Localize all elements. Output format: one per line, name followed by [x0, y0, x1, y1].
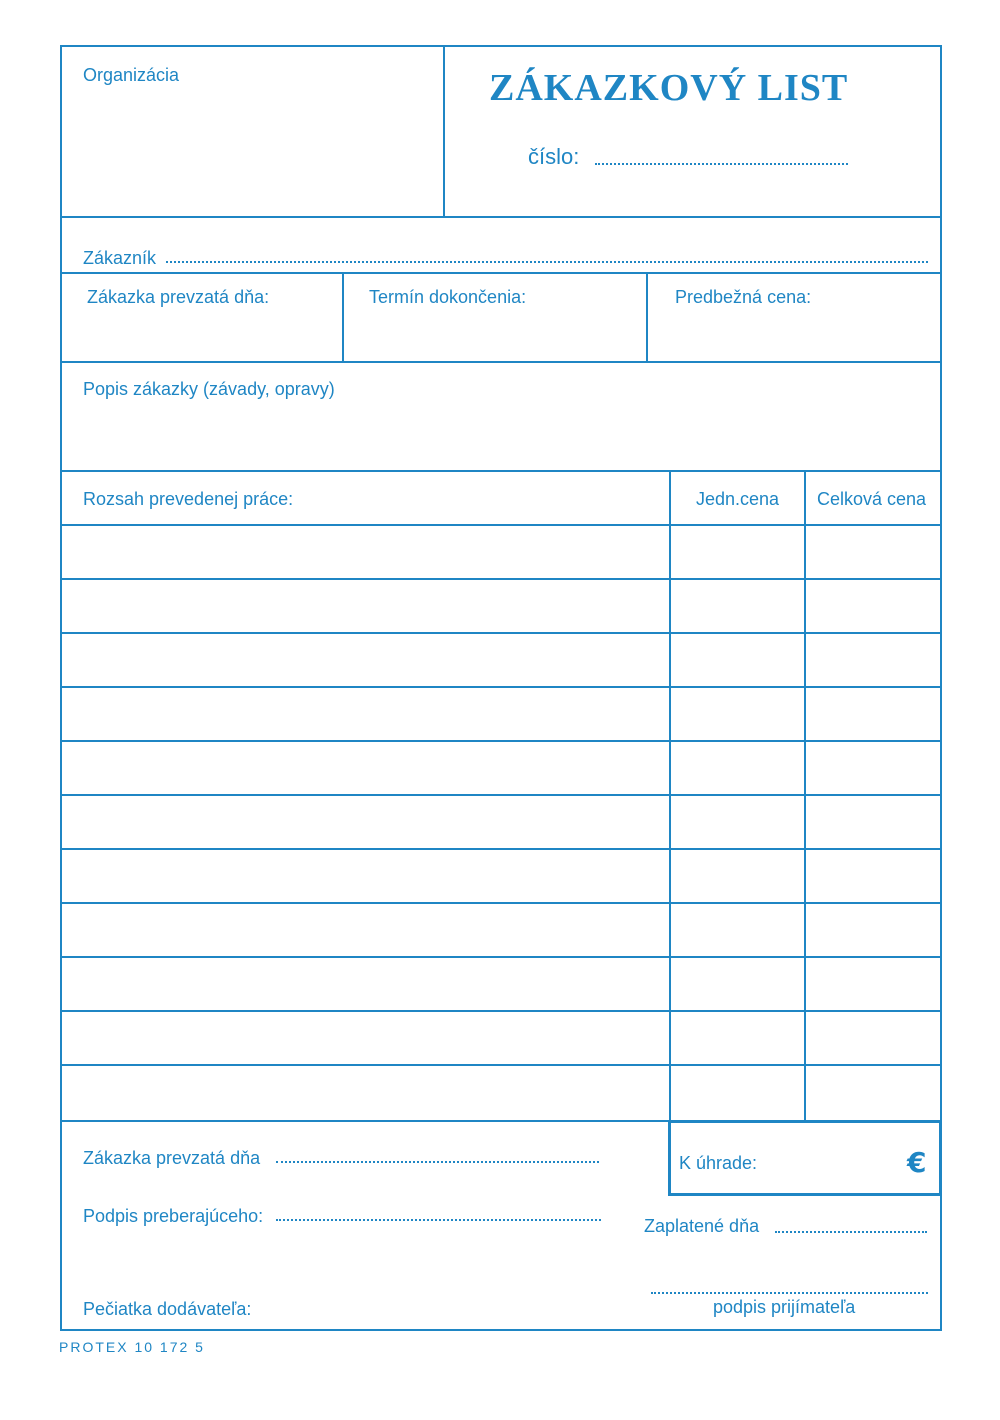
work-scope-cell[interactable]	[62, 634, 669, 686]
table-row	[62, 1066, 942, 1120]
header-divider	[443, 47, 445, 217]
table-row	[62, 526, 942, 580]
bottom-received-label: Zákazka prevzatá dňa	[83, 1148, 261, 1168]
total-price-cell[interactable]	[806, 634, 942, 686]
work-scope-cell[interactable]	[62, 526, 669, 578]
completion-date-field[interactable]	[344, 274, 646, 361]
table-row	[62, 634, 942, 688]
unit-price-cell[interactable]	[671, 1012, 804, 1064]
work-scope-cell[interactable]	[62, 796, 669, 848]
unit-price-cell[interactable]	[671, 850, 804, 902]
table-row	[62, 688, 942, 742]
header-bottom-line	[62, 216, 942, 218]
amount-due-label: K úhrade:	[679, 1153, 758, 1173]
supplier-stamp-label: Pečiatka dodávateľa:	[83, 1299, 252, 1319]
unit-price-cell[interactable]	[671, 580, 804, 632]
work-scope-cell[interactable]	[62, 580, 669, 632]
total-price-cell[interactable]	[806, 904, 942, 956]
total-price-cell[interactable]	[806, 796, 942, 848]
work-scope-cell[interactable]	[62, 1066, 669, 1118]
estimated-price-field[interactable]	[648, 274, 942, 361]
total-price-cell[interactable]	[806, 526, 942, 578]
paid-date-label: Zaplatené dňa	[644, 1216, 760, 1236]
completion-date-label: Termín dokončenia:	[369, 287, 527, 307]
organization-label: Organizácia	[83, 65, 180, 85]
unit-price-cell[interactable]	[671, 634, 804, 686]
work-scope-cell[interactable]	[62, 850, 669, 902]
supplier-stamp-field[interactable]	[62, 1237, 622, 1327]
customer-label: Zákazník	[83, 248, 157, 268]
estimated-price-label: Predbežná cena:	[675, 287, 812, 307]
amount-due-box[interactable]	[668, 1120, 942, 1196]
description-label: Popis zákazky (závady, opravy)	[83, 379, 335, 399]
unit-price-cell[interactable]	[671, 958, 804, 1010]
work-scope-cell[interactable]	[62, 688, 669, 740]
print-code: PROTEX 10 172 5	[59, 1339, 205, 1355]
total-price-cell[interactable]	[806, 958, 942, 1010]
paid-date-field[interactable]	[775, 1231, 927, 1233]
work-scope-cell[interactable]	[62, 958, 669, 1010]
work-scope-header: Rozsah prevedenej práce:	[83, 489, 294, 509]
unit-price-header: Jedn.cena	[696, 489, 780, 509]
bottom-received-field[interactable]	[276, 1161, 599, 1163]
table-row	[62, 904, 942, 958]
table-row	[62, 850, 942, 904]
description-field[interactable]	[62, 363, 942, 470]
receiver-signature-field[interactable]	[276, 1219, 601, 1221]
table-row	[62, 742, 942, 796]
unit-price-cell[interactable]	[671, 1066, 804, 1118]
unit-price-cell[interactable]	[671, 796, 804, 848]
total-price-cell[interactable]	[806, 688, 942, 740]
total-price-cell[interactable]	[806, 742, 942, 794]
table-row	[62, 796, 942, 850]
work-scope-cell[interactable]	[62, 742, 669, 794]
order-received-label: Zákazka prevzatá dňa:	[87, 287, 270, 307]
table-row	[62, 1012, 942, 1066]
total-price-cell[interactable]	[806, 1012, 942, 1064]
table-row	[62, 580, 942, 634]
organization-field[interactable]	[62, 47, 442, 216]
total-price-cell[interactable]	[806, 850, 942, 902]
unit-price-cell[interactable]	[671, 904, 804, 956]
order-form	[60, 45, 942, 1331]
total-price-header: Celková cena	[817, 489, 927, 509]
unit-price-cell[interactable]	[671, 742, 804, 794]
work-scope-cell[interactable]	[62, 1012, 669, 1064]
total-price-cell[interactable]	[806, 1066, 942, 1118]
recipient-signature-label: podpis prijímateľa	[713, 1297, 856, 1317]
table-row	[62, 958, 942, 1012]
unit-price-cell[interactable]	[671, 526, 804, 578]
number-label: číslo:	[528, 144, 580, 169]
receiver-signature-label: Podpis preberajúceho:	[83, 1206, 264, 1226]
customer-field[interactable]	[166, 261, 928, 263]
order-received-field[interactable]	[62, 274, 342, 361]
recipient-signature-field[interactable]	[651, 1292, 928, 1294]
description-bottom-line	[62, 470, 942, 472]
form-title: ZÁKAZKOVÝ LIST	[489, 67, 849, 109]
euro-icon: €	[907, 1146, 927, 1179]
unit-price-cell[interactable]	[671, 688, 804, 740]
total-price-cell[interactable]	[806, 580, 942, 632]
work-scope-cell[interactable]	[62, 904, 669, 956]
number-field[interactable]	[595, 163, 848, 165]
